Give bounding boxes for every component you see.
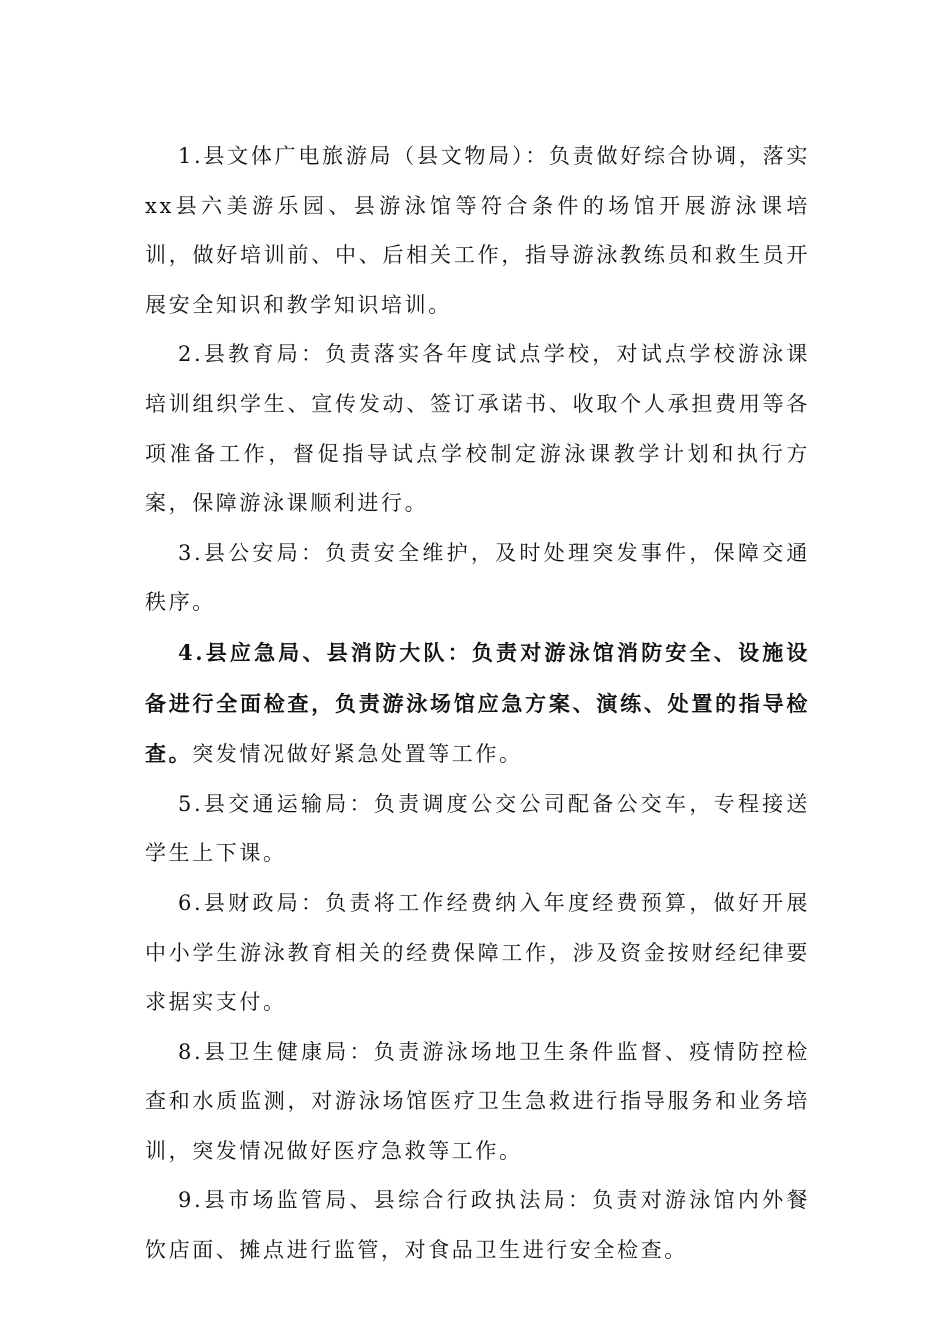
paragraph-1-text: 1.县文体广电旅游局（县文物局）：负责做好综合协调，落实xx县六美游乐园、县游泳馆等符合条件的场馆开展游泳课培训，做好培训前、中、后相关工作，指导游泳教练员和救生员开展安全知识和教学知识培训。 <box>145 144 810 317</box>
paragraph-6 <box>145 879 810 1028</box>
paragraph-5 <box>145 780 810 879</box>
paragraph-5-text: 5.县交通运输局：负责调度公交公司配备公交车，专程接送学生上下课。 <box>145 791 810 866</box>
paragraph-3-text: 3.县公安局：负责安全维护，及时处理突发事件，保障交通秩序。 <box>145 540 810 615</box>
paragraph-8 <box>145 1028 810 1177</box>
paragraph-9 <box>145 1176 810 1275</box>
paragraph-3 <box>145 529 810 628</box>
paragraph-4-text: 突发情况做好紧急处置等工作。 <box>192 742 523 767</box>
paragraph-6-text: 6.县财政局：负责将工作经费纳入年度经费预算，做好开展中小学生游泳教育相关的经费保障工作，涉及资金按财经纪律要求据实支付。 <box>145 890 810 1015</box>
paragraph-1 <box>145 132 810 330</box>
paragraph-9-text: 9.县市场监管局、县综合行政执法局：负责对游泳馆内外餐饮店面、摊点进行监管，对食品卫生进行安全检查。 <box>145 1188 810 1263</box>
document-body <box>145 132 810 1276</box>
paragraph-2 <box>145 330 810 528</box>
paragraph-2-text: 2.县教育局：负责落实各年度试点学校，对试点学校游泳课培训组织学生、宣传发动、签订承诺书、收取个人承担费用等各项准备工作，督促指导试点学校制定游泳课教学计划和执行方案，保障游泳课顺利进行。 <box>145 342 810 516</box>
paragraph-4 <box>145 628 810 780</box>
paragraph-8-text: 8.县卫生健康局：负责游泳场地卫生条件监督、疫情防控检查和水质监测，对游泳场馆医疗卫生急救进行指导服务和业务培训，突发情况做好医疗急救等工作。 <box>145 1039 810 1163</box>
paragraph-4-bold-text: 4.县应急局、县消防大队：负责对游泳馆消防安全、设施设备进行全面检查，负责游泳场馆应急方案、演练、处置的指导检查。 <box>145 639 810 767</box>
